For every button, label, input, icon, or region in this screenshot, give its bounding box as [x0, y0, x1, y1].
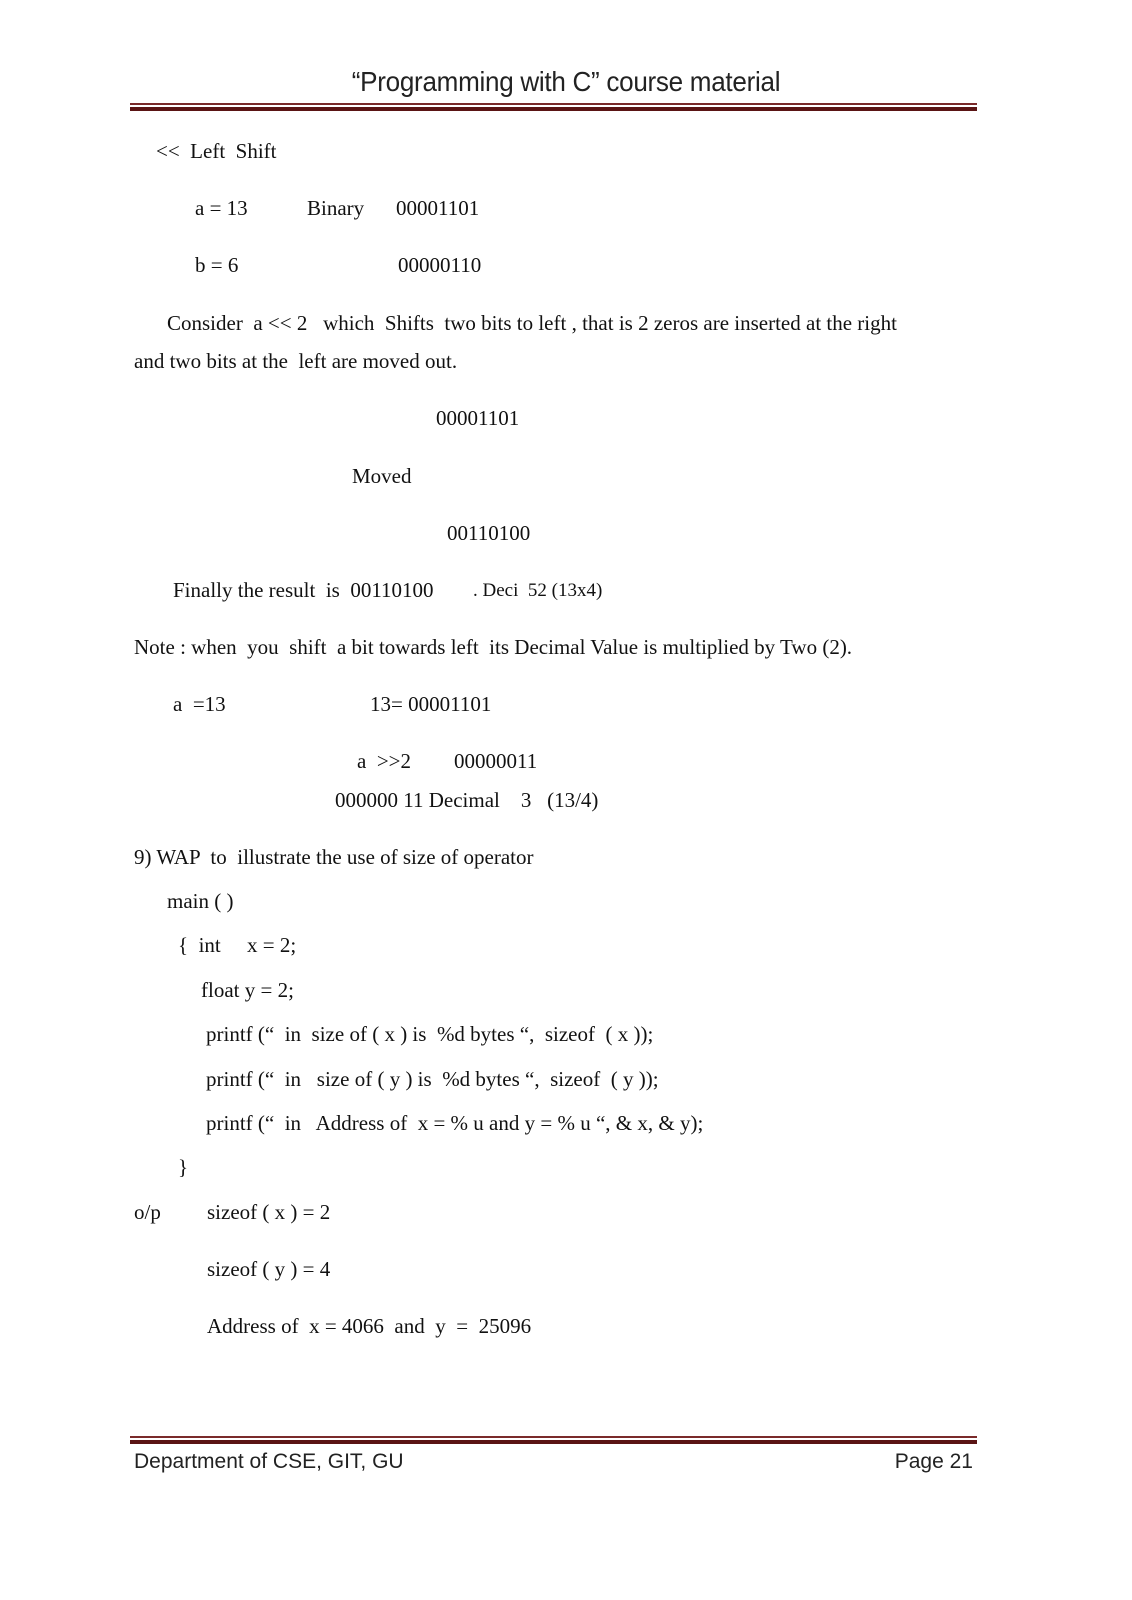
before-shift: 00001101 [436, 406, 520, 430]
consider-line-1: Consider a << 2 which Shifts two bits to left , that is 2 zeros are inserted at the right [167, 311, 897, 335]
after-shift: 00110100 [447, 521, 531, 545]
consider-line-2: and two bits at the left are moved out. [134, 349, 458, 373]
a-definition: a = 13 [195, 196, 248, 220]
output-label: o/p [134, 1200, 161, 1224]
moved-label: Moved [352, 464, 412, 488]
output-line: Address of x = 4066 and y = 25096 [207, 1314, 532, 1338]
header-rule-thick [130, 107, 977, 111]
a13-definition: a =13 [173, 692, 226, 716]
question-9: 9) WAP to illustrate the use of size of operator [134, 845, 534, 869]
result-text: Finally the result is 00110100 [173, 578, 434, 602]
code-line: printf (“ in size of ( x ) is %d bytes “, sizeof ( x )); [206, 1022, 654, 1046]
output-line: sizeof ( y ) = 4 [207, 1257, 331, 1281]
footer-rule [130, 1436, 977, 1438]
right-shift-expr: a >>2 [357, 749, 412, 773]
footer-rule-thick [130, 1440, 977, 1444]
note-text: Note : when you shift a bit towards left its Decimal Value is multiplied by Two (2). [134, 635, 853, 659]
footer-department: Department of CSE, GIT, GU [134, 1450, 404, 1473]
b-binary: 00000110 [398, 253, 482, 277]
code-line: } [178, 1155, 189, 1179]
output-line: sizeof ( x ) = 2 [207, 1200, 331, 1224]
code-line: printf (“ in size of ( y ) is %d bytes “, sizeof ( y )); [206, 1067, 659, 1091]
binary-label: Binary [307, 196, 365, 220]
code-line: main ( ) [167, 889, 234, 913]
section-title: << Left Shift [156, 139, 277, 163]
b-definition: b = 6 [195, 253, 239, 277]
code-line: float y = 2; [201, 978, 294, 1002]
code-line: { int x = 2; [178, 933, 297, 957]
right-shift-decimal: 000000 11 Decimal 3 (13/4) [335, 788, 599, 812]
footer-page-number: Page 21 [894, 1450, 973, 1473]
result-decimal: . Deci 52 (13x4) [473, 580, 603, 601]
header-rule [130, 103, 977, 105]
right-shift-binary: 00000011 [454, 749, 538, 773]
a-binary: 00001101 [396, 196, 480, 220]
code-line: printf (“ in Address of x = % u and y = % u “, & x, & y); [206, 1111, 704, 1135]
page-header-title: “Programming with C” course material [351, 66, 781, 97]
a13-binary: 13= 00001101 [370, 692, 492, 716]
